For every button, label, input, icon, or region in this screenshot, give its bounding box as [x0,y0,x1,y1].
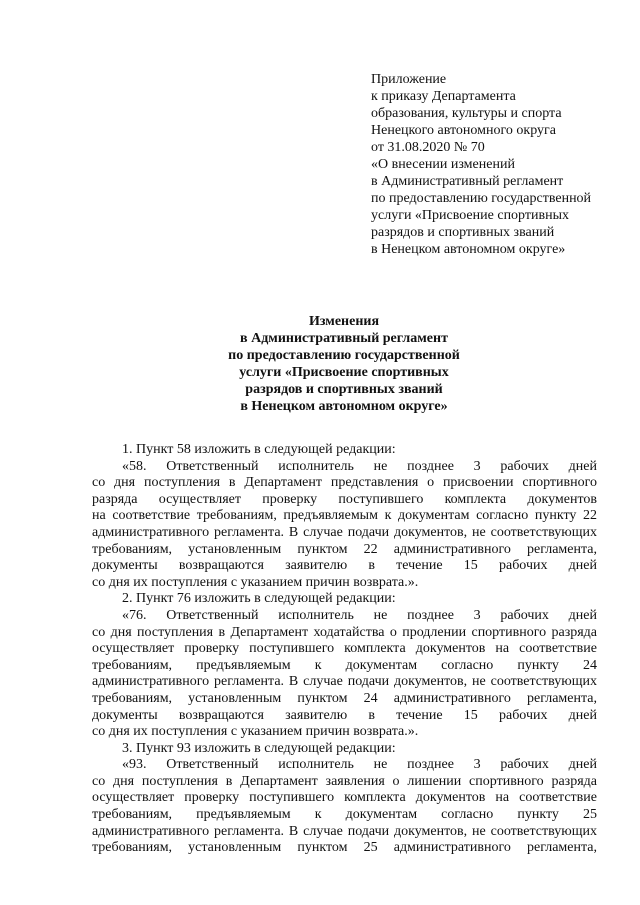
body-line: «58. Ответственный исполнитель не позднее 3 рабочих дней [122,458,597,474]
body-line: со дня поступления в Департамент представления о присвоении спортивного [92,475,597,491]
appendix-line: в Административный регламент [371,174,564,189]
body-line: со дня их поступления с указанием причин возврата.». [92,574,419,590]
body-line: требованиям, предъявляемым к документам согласно пункту 24 [92,657,597,673]
appendix-line: услуги «Присвоение спортивных [371,208,569,223]
appendix-line: в Ненецком автономном округе» [371,242,566,257]
body-line: «76. Ответственный исполнитель не позднее 3 рабочих дней [122,607,597,623]
title-line: услуги «Присвоение спортивных [239,365,449,380]
appendix-line: по предоставлению государственной [371,191,592,206]
body-line-item-2: 2. Пункт 76 изложить в следующей редакции: [122,591,396,607]
title-line: в Административный регламент [240,331,448,346]
title-line: по предоставлению государственной [228,348,460,363]
appendix-line: образования, культуры и спорта [371,106,562,121]
appendix-line: к приказу Департамента [371,89,516,104]
body-line: документы возвращаются заявителю в течение 15 рабочих дней [92,707,597,723]
body-line-item-1: 1. Пункт 58 изложить в следующей редакции: [122,442,396,457]
body-line: со дня поступления в Департамент заявления о лишении спортивного разряда [92,773,597,789]
document-title [92,313,596,415]
body-line: требованиям, установленным пунктом 24 административного регламента, [92,690,597,706]
appendix-header [371,71,631,258]
appendix-line: Приложение [371,72,447,87]
body-line: административного регламента. В случае подачи документов, не соответствующих [92,674,597,690]
body-line: осуществляет проверку поступившего комплекта документов на соответствие [92,641,597,657]
body-line: «93. Ответственный исполнитель не позднее 3 рабочих дней [122,757,597,773]
title-line: в Ненецком автономном округе» [240,399,448,414]
body-line: требованиям, установленным пунктом 25 административного регламента, [92,840,597,856]
body-line: разряда осуществляет проверку поступившего комплекта документов [92,491,597,507]
body-line: документы возвращаются заявителю в течение 15 рабочих дней [92,558,597,574]
body-line: осуществляет проверку поступившего комплекта документов на соответствие [92,790,597,806]
title-line: Изменения [308,314,380,329]
body-line: со дня поступления в Департамент ходатайства о продлении спортивного разряда [92,624,597,640]
appendix-line: от 31.08.2020 № 70 [371,140,485,155]
body-line: административного регламента. В случае подачи документов, не соответствующих [92,823,597,839]
body-line: требованиям, предъявляемым к документам согласно пункту 25 [92,807,597,823]
body-line: со дня их поступления с указанием причин возврата.». [92,724,419,740]
title-line: разрядов и спортивных званий [245,382,443,397]
appendix-line: «О внесении изменений [371,157,515,172]
document-body [92,441,597,856]
body-line: административного регламента. В случае подачи документов, не соответствующих [92,524,597,540]
body-line-item-3: 3. Пункт 93 изложить в следующей редакции: [122,740,396,756]
body-line: на соответствие требованиям, предъявляемым к документам согласно пункту 22 [92,508,597,524]
appendix-line: Ненецкого автономного округа [371,123,556,138]
body-line: требованиям, установленным пунктом 22 административного регламента, [92,541,597,557]
appendix-line: разрядов и спортивных званий [371,225,555,240]
